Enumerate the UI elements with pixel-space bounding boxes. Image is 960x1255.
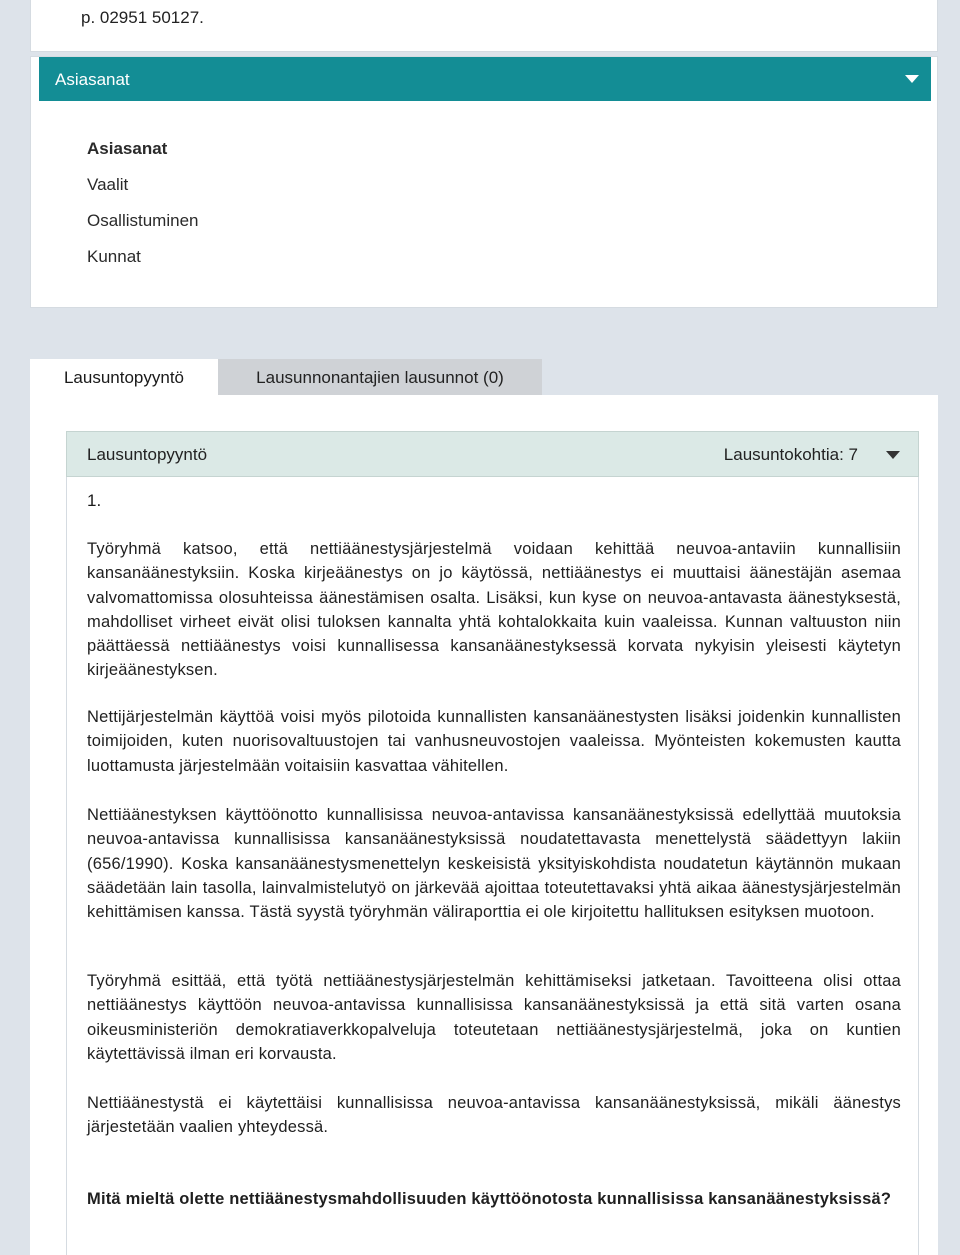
chevron-down-icon[interactable] [886, 451, 900, 459]
request-title: Lausuntopyyntö [87, 445, 208, 464]
request-item-count: Lausuntokohtia: 7 [723, 445, 858, 464]
tab-request[interactable]: Lausuntopyyntö [30, 359, 218, 395]
keywords-accordion-header[interactable] [39, 57, 931, 101]
tab-statements[interactable]: Lausunnonantajien lausunnot (0) [218, 359, 542, 395]
chevron-down-icon[interactable] [905, 75, 919, 83]
keyword-item: Osallistuminen [87, 211, 199, 230]
keywords-card [30, 56, 938, 308]
paragraph: Nettijärjestelmän käyttöä voisi myös pilotoida kunnallisten kansanäänestysten lisäksi joidenkin kunnallisten toimijoiden, kuten nuorisovaltuustojen tai vanhusneuvostojen vaaleissa. Myönteisten kokemusten kautta luottamusta järjestelmään voitaisiin kasvattaa vähitellen. [87, 708, 901, 775]
paragraph: Työryhmä esittää, että työtä nettiäänestysjärjestelmän kehittämiseksi jatketaan. Tavoitteena olisi ottaa nettiäänestys käyttöön neuvoa-antavissa kunnallisissa kansanäänestyksissä ja että sitä varten osana oikeusministeriön demokratiaverkkopalveluja toteutetaan nettiäänestysjärjestelmä, joka on kuntien käytettävissä ilman eri korvausta. [87, 972, 901, 1063]
page [6, 0, 954, 1255]
keyword-item: Kunnat [87, 247, 141, 266]
keywords-list [87, 139, 199, 283]
item-number: 1. [87, 491, 102, 510]
keywords-heading: Asiasanat [87, 139, 168, 158]
contact-card [30, 0, 938, 52]
contact-phone: p. 02951 50127. [81, 8, 204, 27]
question-text: Mitä mieltä olette nettiäänestysmahdollisuuden käyttöönotosta kunnallisissa kansanäänestyksissä? [87, 1190, 892, 1208]
request-accordion-header[interactable] [66, 431, 919, 477]
paragraph: Nettiäänestystä ei käytettäisi kunnallisissa neuvoa-antavissa kansanäänestyksissä, mikäli äänestys järjestetään vaalien yhteydessä. [87, 1094, 901, 1137]
keywords-header-title: Asiasanat [55, 70, 130, 89]
request-panel [30, 395, 938, 1255]
request-body [66, 477, 919, 1255]
paragraph: Työryhmä katsoo, että nettiäänestysjärjestelmä voidaan kehittää neuvoa-antaviin kunnallisiin kansanäänestyksiin. Koska kirjeäänestys on jo käytössä, nettiäänestys ei muuttaisi äänestäjän asemaa valvomattomissa olosuhteissa äänestämisen osalta. Lisäksi, kun kyse on neuvoa-antavasta äänestyksestä, mahdolliset virheet eivät olisi tuloksen kannalta yhtä kohtalokkaita kuin vaaleissa. Kunnan valtuuston niin päättäessä nettiäänestys voisi kunnallisessa kansanäänestyksessä korvata nykyisin yleisesti käytetyn kirjeäänestyksen. [87, 540, 901, 680]
paragraph: Nettiäänestyksen käyttöönotto kunnallisissa neuvoa-antavissa kansanäänestyksissä edellyttää muutoksia neuvoa-antavissa kunnallisissa kansanäänestyksissä noudatettavasta menettelystä säädettyyn lakiin (656/1990). Koska kansanäänestysmenettelyn keskeisistä yksityiskohdista noudatetun käytännön mukaan säädetään lain tasolla, lainvalmistelutyö on järkevää ajoittaa toteutettavaksi yhtä aikaa äänestysjärjestelmän kehittämisen kanssa. Tästä syystä työryhmän väliraporttia ei ole kirjoitettu hallituksen esityksen muotoon. [87, 806, 901, 922]
keyword-item: Vaalit [87, 175, 129, 194]
